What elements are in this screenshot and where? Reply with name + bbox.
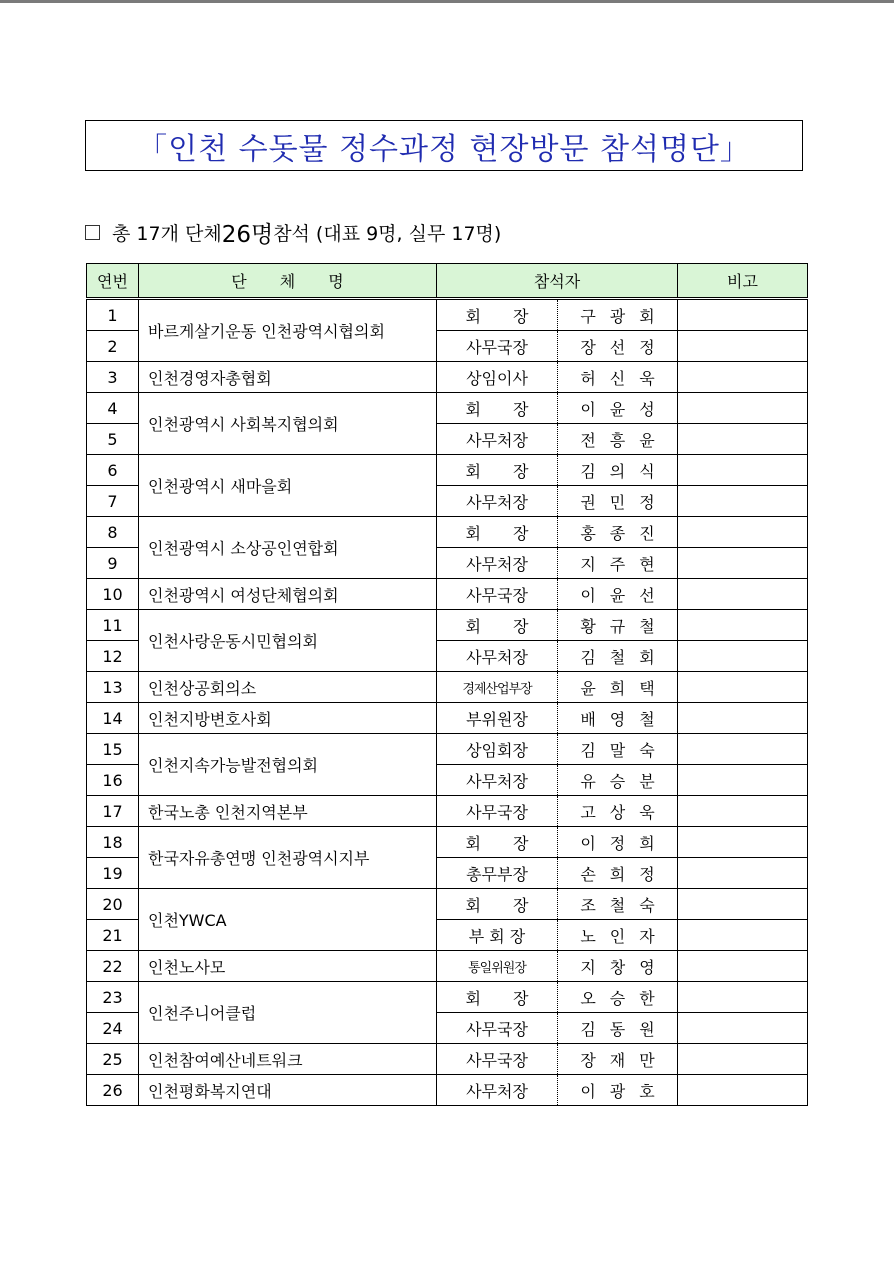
org-name: 인천경영자총협회 <box>139 362 437 393</box>
row-num: 11 <box>87 610 139 641</box>
attendee-name: 이광호 <box>558 1075 678 1106</box>
table-row <box>87 796 808 827</box>
attendee-name: 전흥윤 <box>558 424 678 455</box>
position: 사무처장 <box>437 765 558 796</box>
note-cell <box>678 765 808 796</box>
row-num: 18 <box>87 827 139 858</box>
position: 회 장 <box>437 299 558 331</box>
attendee-table <box>86 263 808 1106</box>
position: 사무국장 <box>437 579 558 610</box>
note-cell <box>678 331 808 362</box>
note-cell <box>678 1075 808 1106</box>
org-name: 인천사랑운동시민협의회 <box>139 610 437 672</box>
org-name: 인천참여예산네트워크 <box>139 1044 437 1075</box>
title-box <box>85 120 803 171</box>
note-cell <box>678 982 808 1013</box>
org-name: 인천상공회의소 <box>139 672 437 703</box>
attendee-name: 지주현 <box>558 548 678 579</box>
position: 사무처장 <box>437 1075 558 1106</box>
position: 부 회 장 <box>437 920 558 951</box>
attendee-name: 오승한 <box>558 982 678 1013</box>
table-row <box>87 703 808 734</box>
position: 사무국장 <box>437 1013 558 1044</box>
row-num: 21 <box>87 920 139 951</box>
row-num: 17 <box>87 796 139 827</box>
note-cell <box>678 1013 808 1044</box>
row-num: 5 <box>87 424 139 455</box>
summary-count: 26명 <box>221 221 274 248</box>
note-cell <box>678 920 808 951</box>
checkbox-icon <box>85 225 100 240</box>
attendee-name: 김철회 <box>558 641 678 672</box>
table-row <box>87 672 808 703</box>
note-cell <box>678 827 808 858</box>
position: 경제산업부장 <box>437 672 558 703</box>
table-row <box>87 889 808 920</box>
org-name: 인천평화복지연대 <box>139 1075 437 1106</box>
row-num: 16 <box>87 765 139 796</box>
note-cell <box>678 579 808 610</box>
org-name: 한국노총 인천지역본부 <box>139 796 437 827</box>
position: 상임이사 <box>437 362 558 393</box>
note-cell <box>678 610 808 641</box>
attendee-name: 지창영 <box>558 951 678 982</box>
attendee-name: 김말숙 <box>558 734 678 765</box>
row-num: 7 <box>87 486 139 517</box>
header-org: 단 체 명 <box>139 264 437 299</box>
top-rule <box>0 0 894 3</box>
row-num: 6 <box>87 455 139 486</box>
attendee-name: 장선정 <box>558 331 678 362</box>
org-name: 인천광역시 여성단체협의회 <box>139 579 437 610</box>
summary-suffix: 참석 (대표 9명, 실무 17명) <box>273 222 502 245</box>
header-attendee: 참석자 <box>437 264 678 299</box>
note-cell <box>678 486 808 517</box>
note-cell <box>678 703 808 734</box>
position: 사무국장 <box>437 331 558 362</box>
attendee-name: 허신욱 <box>558 362 678 393</box>
position: 사무국장 <box>437 796 558 827</box>
table-row <box>87 827 808 858</box>
note-cell <box>678 548 808 579</box>
row-num: 15 <box>87 734 139 765</box>
note-cell <box>678 517 808 548</box>
table-row <box>87 982 808 1013</box>
attendee-name: 황규철 <box>558 610 678 641</box>
row-num: 2 <box>87 331 139 362</box>
attendee-name: 구광회 <box>558 299 678 331</box>
attendee-name: 이윤성 <box>558 393 678 424</box>
table-body <box>87 299 808 1106</box>
table-row <box>87 579 808 610</box>
attendee-name: 김동원 <box>558 1013 678 1044</box>
attendee-name: 유승분 <box>558 765 678 796</box>
note-cell <box>678 455 808 486</box>
attendee-name: 이정희 <box>558 827 678 858</box>
row-num: 24 <box>87 1013 139 1044</box>
summary-prefix: 총 17개 단체 <box>112 222 222 245</box>
org-name: 인천주니어클럽 <box>139 982 437 1044</box>
position: 회 장 <box>437 827 558 858</box>
position: 회 장 <box>437 889 558 920</box>
row-num: 23 <box>87 982 139 1013</box>
org-name: 인천노사모 <box>139 951 437 982</box>
attendee-name: 고상욱 <box>558 796 678 827</box>
note-cell <box>678 393 808 424</box>
note-cell <box>678 889 808 920</box>
position: 총무부장 <box>437 858 558 889</box>
attendee-name: 배영철 <box>558 703 678 734</box>
note-cell <box>678 796 808 827</box>
header-num: 연번 <box>87 264 139 299</box>
org-name: 한국자유총연맹 인천광역시지부 <box>139 827 437 889</box>
page-title: 「인천 수돗물 정수과정 현장방문 참석명단」 <box>137 131 751 167</box>
row-num: 13 <box>87 672 139 703</box>
table-header-row <box>87 264 808 299</box>
position: 회 장 <box>437 517 558 548</box>
table-row <box>87 1075 808 1106</box>
org-name: 인천지방변호사회 <box>139 703 437 734</box>
position: 회 장 <box>437 393 558 424</box>
row-num: 14 <box>87 703 139 734</box>
table-row <box>87 1044 808 1075</box>
attendee-name: 김의식 <box>558 455 678 486</box>
note-cell <box>678 951 808 982</box>
note-cell <box>678 424 808 455</box>
row-num: 19 <box>87 858 139 889</box>
row-num: 26 <box>87 1075 139 1106</box>
position: 상임회장 <box>437 734 558 765</box>
position: 사무처장 <box>437 641 558 672</box>
position: 사무처장 <box>437 424 558 455</box>
table-row <box>87 299 808 331</box>
attendee-name: 조철숙 <box>558 889 678 920</box>
row-num: 8 <box>87 517 139 548</box>
attendance-summary <box>85 215 501 249</box>
table-row <box>87 610 808 641</box>
position: 회 장 <box>437 610 558 641</box>
table-row <box>87 951 808 982</box>
row-num: 12 <box>87 641 139 672</box>
attendee-name: 장재만 <box>558 1044 678 1075</box>
position: 사무처장 <box>437 486 558 517</box>
row-num: 22 <box>87 951 139 982</box>
table-row <box>87 734 808 765</box>
org-name: 인천광역시 사회복지협의회 <box>139 393 437 455</box>
note-cell <box>678 734 808 765</box>
position: 회 장 <box>437 455 558 486</box>
row-num: 25 <box>87 1044 139 1075</box>
row-num: 20 <box>87 889 139 920</box>
org-name: 인천광역시 소상공인연합회 <box>139 517 437 579</box>
org-name: 인천광역시 새마을회 <box>139 455 437 517</box>
position: 통일위원장 <box>437 951 558 982</box>
attendee-name: 권민정 <box>558 486 678 517</box>
position: 회 장 <box>437 982 558 1013</box>
org-name: 인천지속가능발전협의회 <box>139 734 437 796</box>
position: 부위원장 <box>437 703 558 734</box>
attendee-name: 홍종진 <box>558 517 678 548</box>
row-num: 10 <box>87 579 139 610</box>
row-num: 9 <box>87 548 139 579</box>
note-cell <box>678 641 808 672</box>
table-row <box>87 393 808 424</box>
attendee-name: 윤희택 <box>558 672 678 703</box>
attendee-name: 이윤선 <box>558 579 678 610</box>
note-cell <box>678 299 808 331</box>
table-row <box>87 517 808 548</box>
row-num: 4 <box>87 393 139 424</box>
position: 사무처장 <box>437 548 558 579</box>
attendee-name: 노인자 <box>558 920 678 951</box>
note-cell <box>678 1044 808 1075</box>
table-row <box>87 455 808 486</box>
org-name: 바르게살기운동 인천광역시협의회 <box>139 299 437 362</box>
note-cell <box>678 362 808 393</box>
note-cell <box>678 672 808 703</box>
row-num: 1 <box>87 299 139 331</box>
position: 사무국장 <box>437 1044 558 1075</box>
attendee-name: 손희정 <box>558 858 678 889</box>
org-name: 인천YWCA <box>139 889 437 951</box>
row-num: 3 <box>87 362 139 393</box>
note-cell <box>678 858 808 889</box>
table-row <box>87 362 808 393</box>
header-note: 비고 <box>678 264 808 299</box>
